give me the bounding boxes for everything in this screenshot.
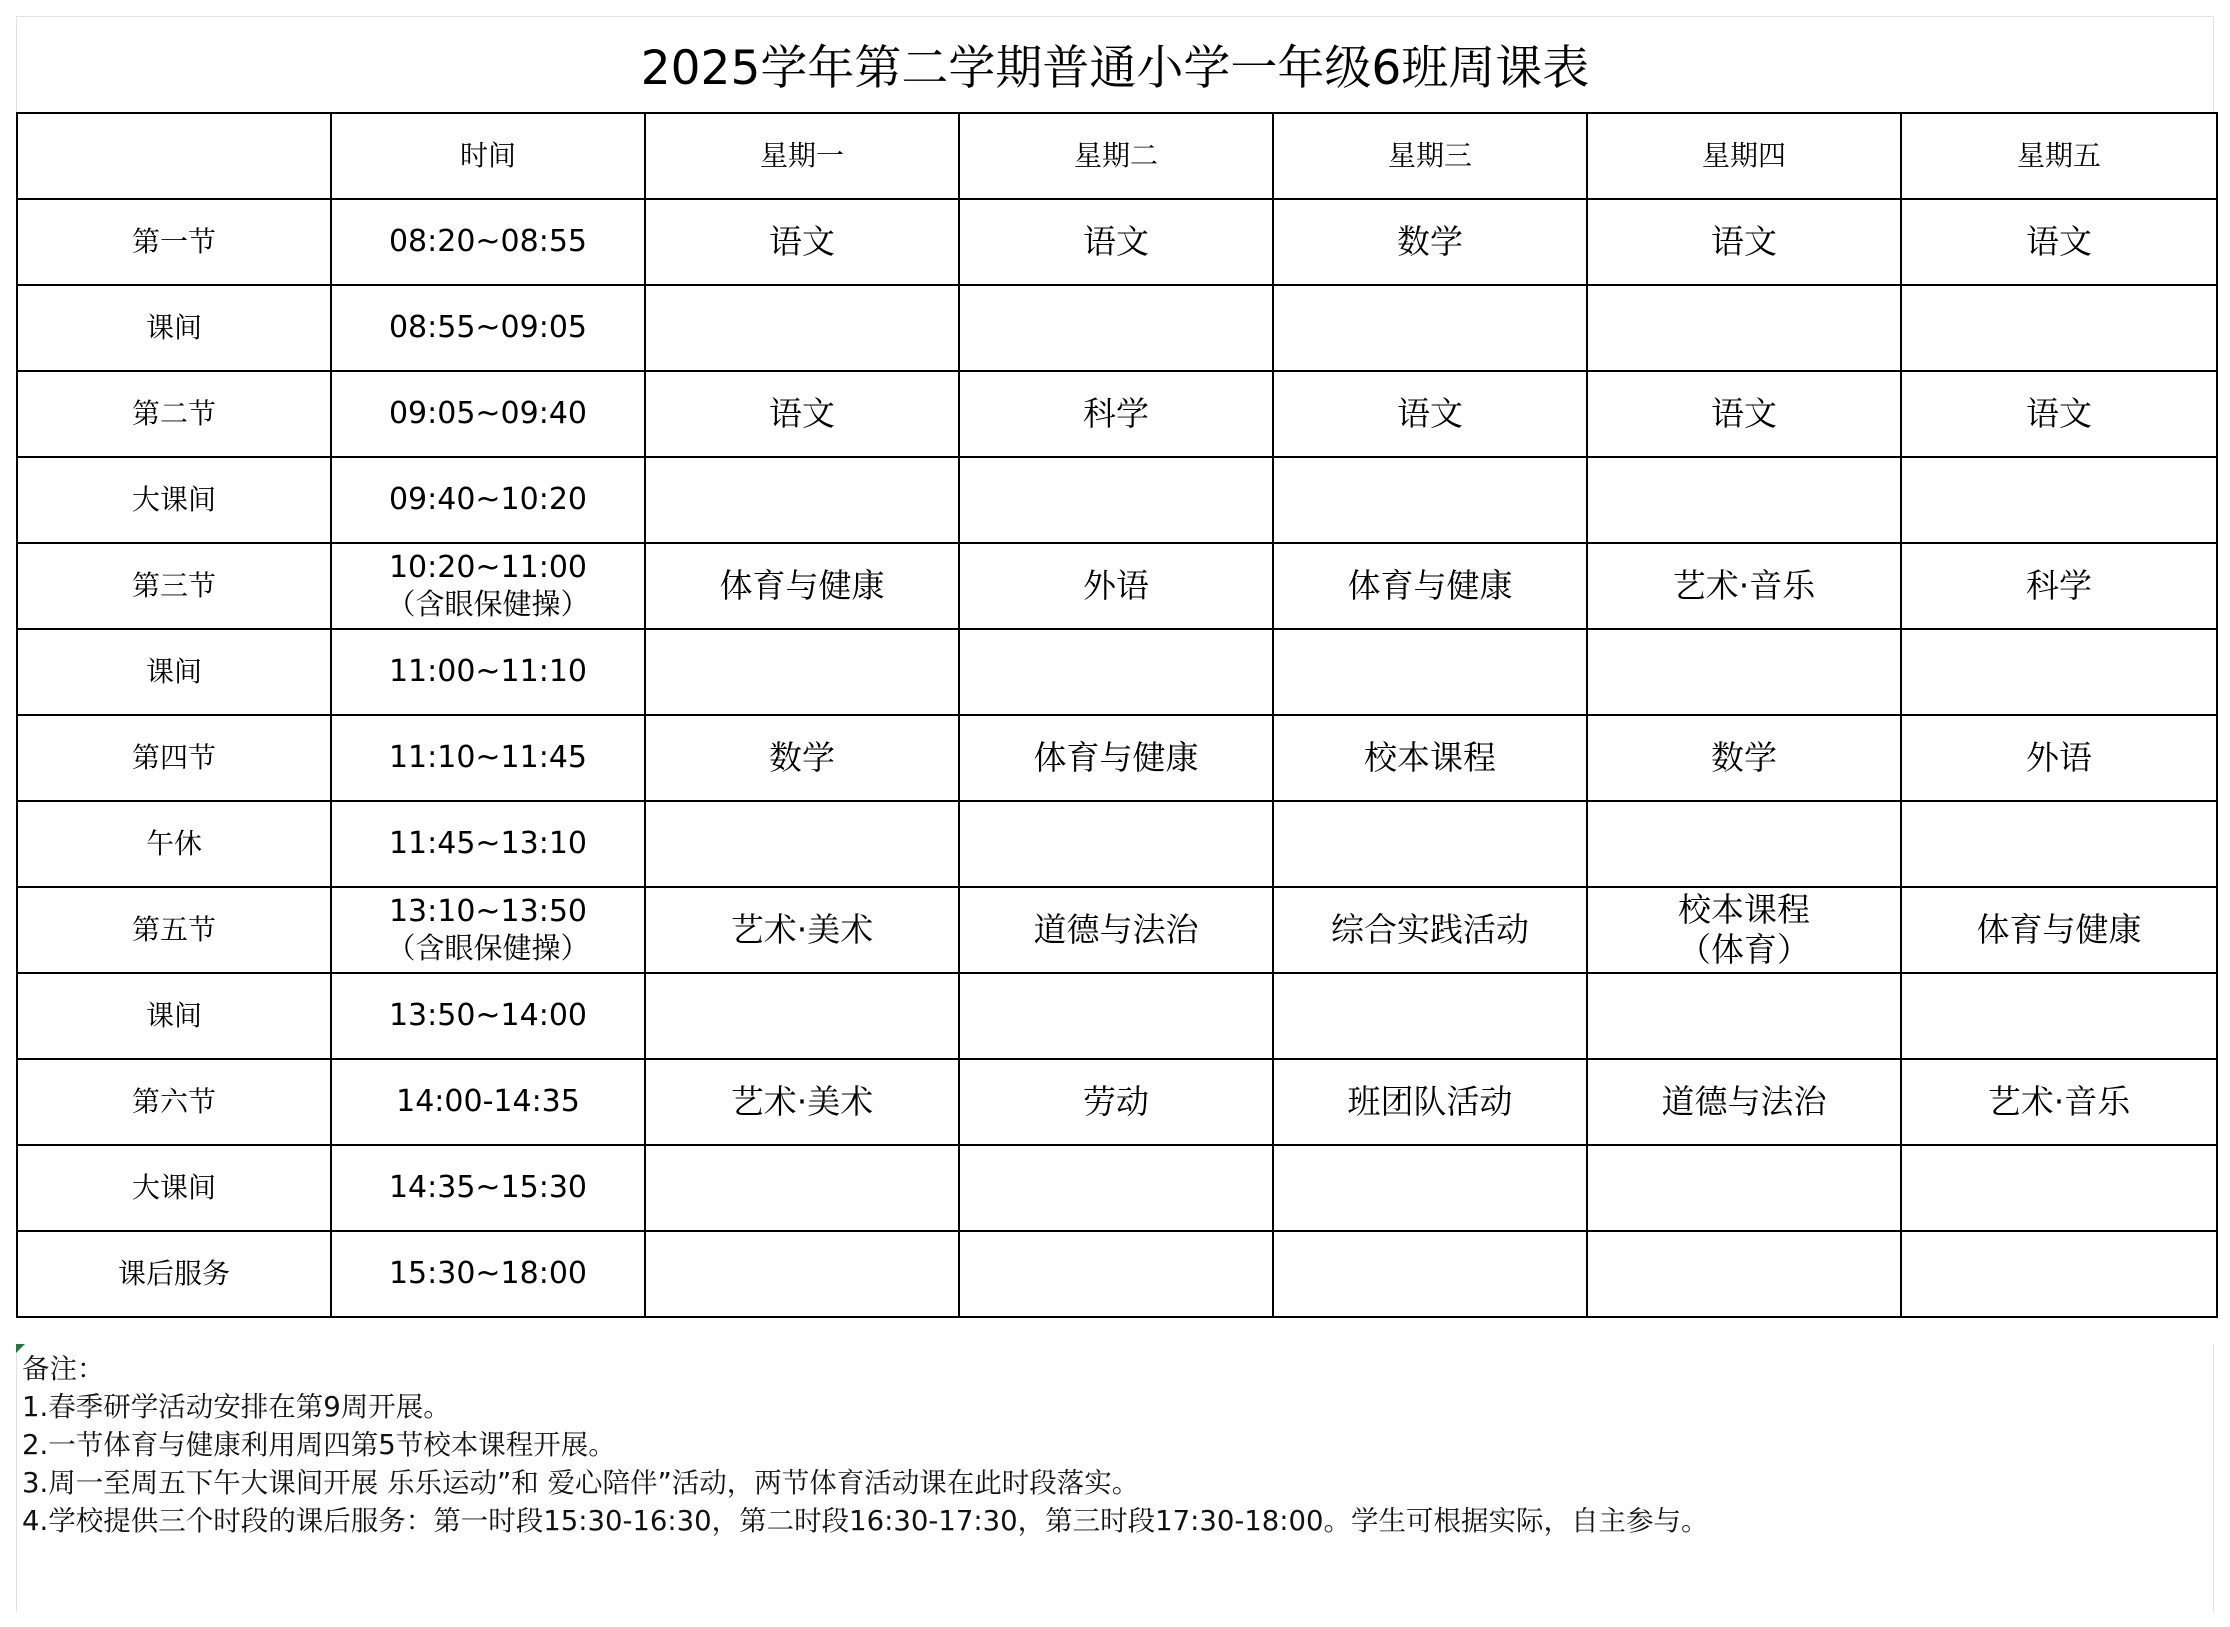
subject-name: 科学 bbox=[2026, 565, 2092, 605]
subject-cell-friday[interactable] bbox=[1901, 715, 2217, 801]
period-label[interactable]: 课后服务 bbox=[17, 1231, 331, 1317]
subject-cell-tuesday[interactable] bbox=[959, 457, 1273, 543]
header-tuesday[interactable]: 星期二 bbox=[959, 113, 1273, 199]
subject-cell-friday[interactable] bbox=[1901, 1145, 2217, 1231]
subject-cell-thursday[interactable] bbox=[1587, 715, 1901, 801]
time-range: 08:55~09:05 bbox=[388, 309, 588, 345]
subject-name: 道德与法治 bbox=[1033, 909, 1199, 949]
subject-cell-monday[interactable] bbox=[645, 371, 959, 457]
time-cell[interactable] bbox=[331, 1059, 645, 1145]
table-row bbox=[17, 457, 2217, 543]
subject-cell-thursday[interactable] bbox=[1587, 1059, 1901, 1145]
subject-name: 数学 bbox=[1711, 737, 1777, 777]
subject-name: 道德与法治 bbox=[1661, 1081, 1827, 1121]
table-row bbox=[17, 715, 2217, 801]
time-cell[interactable] bbox=[331, 629, 645, 715]
subject-cell-monday[interactable] bbox=[645, 629, 959, 715]
corner-cell[interactable] bbox=[17, 113, 331, 199]
subject-name: 语文 bbox=[769, 393, 835, 433]
subject-name: 艺术·美术 bbox=[730, 909, 874, 949]
table-row bbox=[17, 1231, 2217, 1317]
subject-cell-wednesday[interactable] bbox=[1273, 801, 1587, 887]
subject-cell-thursday[interactable] bbox=[1587, 371, 1901, 457]
subject-name: 艺术·音乐 bbox=[1987, 1081, 2131, 1121]
timetable bbox=[16, 112, 2218, 1318]
subject-cell-tuesday[interactable] bbox=[959, 371, 1273, 457]
subject-cell-friday[interactable] bbox=[1901, 629, 2217, 715]
header-time[interactable]: 时间 bbox=[331, 113, 645, 199]
table-row bbox=[17, 1059, 2217, 1145]
period-label[interactable]: 午休 bbox=[17, 801, 331, 887]
period-label[interactable]: 课间 bbox=[17, 285, 331, 371]
table-row bbox=[17, 543, 2217, 629]
period-label[interactable]: 课间 bbox=[17, 973, 331, 1059]
period-label[interactable]: 第五节 bbox=[17, 887, 331, 973]
note-item: 3.周一至周五下午大课间开展 乐乐运动”和 爱心陪伴”活动，两节体育活动课在此时段落实。 bbox=[22, 1467, 1140, 1499]
time-cell[interactable] bbox=[331, 1231, 645, 1317]
subject-name: 语文 bbox=[2026, 393, 2092, 433]
time-range: 13:10~13:50 bbox=[388, 894, 588, 930]
time-range: 11:00~11:10 bbox=[388, 653, 588, 689]
time-range: 09:05~09:40 bbox=[388, 395, 588, 431]
time-range: 14:35~15:30 bbox=[388, 1169, 588, 1205]
subject-cell-tuesday[interactable] bbox=[959, 973, 1273, 1059]
title-cell[interactable] bbox=[16, 16, 2214, 112]
subject-name: 校本课程 bbox=[1364, 737, 1496, 777]
page-title: 2025学年第二学期普通小学一年级6班周课表 bbox=[640, 41, 1590, 96]
subject-cell-thursday[interactable] bbox=[1587, 629, 1901, 715]
subject-cell-wednesday[interactable] bbox=[1273, 1059, 1587, 1145]
time-cell[interactable] bbox=[331, 715, 645, 801]
time-range: 15:30~18:00 bbox=[388, 1255, 588, 1291]
subject-cell-tuesday[interactable] bbox=[959, 629, 1273, 715]
subject-cell-friday[interactable] bbox=[1901, 887, 2217, 973]
subject-name: 体育与健康 bbox=[1033, 737, 1199, 777]
subject-cell-thursday[interactable] bbox=[1587, 973, 1901, 1059]
subject-cell-friday[interactable] bbox=[1901, 199, 2217, 285]
subject-cell-wednesday[interactable] bbox=[1273, 629, 1587, 715]
subject-cell-monday[interactable] bbox=[645, 285, 959, 371]
subject-cell-thursday[interactable] bbox=[1587, 887, 1901, 973]
note-item: 1.春季研学活动安排在第9周开展。 bbox=[22, 1391, 451, 1423]
header-wednesday[interactable]: 星期三 bbox=[1273, 113, 1587, 199]
period-label[interactable]: 大课间 bbox=[17, 457, 331, 543]
subject-cell-friday[interactable] bbox=[1901, 285, 2217, 371]
subject-name: 语文 bbox=[1083, 221, 1149, 261]
time-range: 10:20~11:00 bbox=[388, 550, 588, 586]
subject-cell-wednesday[interactable] bbox=[1273, 543, 1587, 629]
subject-name: 科学 bbox=[1083, 393, 1149, 433]
time-cell[interactable] bbox=[331, 973, 645, 1059]
time-cell[interactable] bbox=[331, 457, 645, 543]
subject-cell-monday[interactable] bbox=[645, 1059, 959, 1145]
subject-cell-tuesday[interactable] bbox=[959, 199, 1273, 285]
notes-heading: 备注： bbox=[22, 1353, 105, 1385]
subject-cell-thursday[interactable] bbox=[1587, 801, 1901, 887]
subject-cell-monday[interactable] bbox=[645, 543, 959, 629]
time-range: 09:40~10:20 bbox=[388, 481, 588, 517]
subject-cell-monday[interactable] bbox=[645, 801, 959, 887]
subject-cell-monday[interactable] bbox=[645, 887, 959, 973]
subject-cell-friday[interactable] bbox=[1901, 543, 2217, 629]
time-cell[interactable] bbox=[331, 887, 645, 973]
header-monday[interactable]: 星期一 bbox=[645, 113, 959, 199]
subject-cell-tuesday[interactable] bbox=[959, 543, 1273, 629]
subject-cell-wednesday[interactable] bbox=[1273, 285, 1587, 371]
subject-cell-friday[interactable] bbox=[1901, 457, 2217, 543]
notes-cell[interactable] bbox=[16, 1344, 2214, 1612]
period-label[interactable]: 第四节 bbox=[17, 715, 331, 801]
table-row bbox=[17, 973, 2217, 1059]
subject-name: 语文 bbox=[1397, 393, 1463, 433]
subject-cell-monday[interactable] bbox=[645, 1231, 959, 1317]
note-item: 2.一节体育与健康利用周四第5节校本课程开展。 bbox=[22, 1429, 616, 1461]
subject-name: 语文 bbox=[1711, 221, 1777, 261]
subject-cell-tuesday[interactable] bbox=[959, 801, 1273, 887]
time-range: 08:20~08:55 bbox=[388, 223, 588, 259]
time-range: 11:10~11:45 bbox=[388, 739, 588, 775]
time-cell[interactable] bbox=[331, 285, 645, 371]
table-row bbox=[17, 629, 2217, 715]
subject-note: （体育） bbox=[1678, 930, 1810, 969]
subject-name: 班团队活动 bbox=[1347, 1081, 1513, 1121]
header-friday[interactable]: 星期五 bbox=[1901, 113, 2217, 199]
table-row bbox=[17, 887, 2217, 973]
time-note: （含眼保健操） bbox=[386, 586, 590, 621]
time-cell[interactable] bbox=[331, 371, 645, 457]
subject-cell-wednesday[interactable] bbox=[1273, 1145, 1587, 1231]
subject-cell-monday[interactable] bbox=[645, 973, 959, 1059]
period-label[interactable]: 第六节 bbox=[17, 1059, 331, 1145]
subject-cell-tuesday[interactable] bbox=[959, 285, 1273, 371]
subject-cell-wednesday[interactable] bbox=[1273, 457, 1587, 543]
subject-cell-tuesday[interactable] bbox=[959, 715, 1273, 801]
subject-cell-wednesday[interactable] bbox=[1273, 1231, 1587, 1317]
table-row bbox=[17, 199, 2217, 285]
time-range: 14:00-14:35 bbox=[396, 1083, 580, 1119]
table-row bbox=[17, 285, 2217, 371]
subject-name: 艺术·音乐 bbox=[1672, 565, 1816, 605]
subject-cell-friday[interactable] bbox=[1901, 371, 2217, 457]
subject-name: 外语 bbox=[2026, 737, 2092, 777]
subject-name: 语文 bbox=[2026, 221, 2092, 261]
period-label[interactable]: 第一节 bbox=[17, 199, 331, 285]
spreadsheet bbox=[16, 16, 2216, 1612]
subject-name: 体育与健康 bbox=[1976, 909, 2142, 949]
period-label[interactable]: 大课间 bbox=[17, 1145, 331, 1231]
subject-cell-monday[interactable] bbox=[645, 1145, 959, 1231]
period-label[interactable]: 第三节 bbox=[17, 543, 331, 629]
comment-marker-icon bbox=[16, 1344, 25, 1353]
subject-cell-monday[interactable] bbox=[645, 199, 959, 285]
header-row bbox=[17, 113, 2217, 199]
subject-name: 外语 bbox=[1083, 565, 1149, 605]
subject-cell-friday[interactable] bbox=[1901, 1059, 2217, 1145]
subject-cell-friday[interactable] bbox=[1901, 1231, 2217, 1317]
time-cell[interactable] bbox=[331, 199, 645, 285]
subject-name: 数学 bbox=[1397, 221, 1463, 261]
subject-cell-monday[interactable] bbox=[645, 457, 959, 543]
subject-cell-thursday[interactable] bbox=[1587, 543, 1901, 629]
subject-cell-thursday[interactable] bbox=[1587, 1231, 1901, 1317]
time-range: 11:45~13:10 bbox=[388, 825, 588, 861]
subject-cell-tuesday[interactable] bbox=[959, 1231, 1273, 1317]
subject-cell-wednesday[interactable] bbox=[1273, 199, 1587, 285]
note-item: 4.学校提供三个时段的课后服务：第一时段15:30-16:30，第二时段16:30-17:30，第三时段17:30-18:00。学生可根据实际，自主参与。 bbox=[22, 1505, 1709, 1537]
subject-cell-wednesday[interactable] bbox=[1273, 715, 1587, 801]
subject-cell-thursday[interactable] bbox=[1587, 285, 1901, 371]
subject-cell-wednesday[interactable] bbox=[1273, 973, 1587, 1059]
time-cell[interactable] bbox=[331, 801, 645, 887]
subject-cell-thursday[interactable] bbox=[1587, 1145, 1901, 1231]
time-range: 13:50~14:00 bbox=[388, 997, 588, 1033]
subject-cell-monday[interactable] bbox=[645, 715, 959, 801]
subject-name: 语文 bbox=[769, 221, 835, 261]
table-row bbox=[17, 801, 2217, 887]
subject-name: 劳动 bbox=[1083, 1081, 1149, 1121]
subject-cell-wednesday[interactable] bbox=[1273, 371, 1587, 457]
subject-cell-friday[interactable] bbox=[1901, 801, 2217, 887]
table-row bbox=[17, 371, 2217, 457]
subject-name: 体育与健康 bbox=[719, 565, 885, 605]
header-thursday[interactable]: 星期四 bbox=[1587, 113, 1901, 199]
period-label[interactable]: 课间 bbox=[17, 629, 331, 715]
time-note: （含眼保健操） bbox=[386, 930, 590, 965]
period-label[interactable]: 第二节 bbox=[17, 371, 331, 457]
subject-cell-wednesday[interactable] bbox=[1273, 887, 1587, 973]
subject-cell-friday[interactable] bbox=[1901, 973, 2217, 1059]
subject-cell-tuesday[interactable] bbox=[959, 1059, 1273, 1145]
subject-cell-thursday[interactable] bbox=[1587, 199, 1901, 285]
time-cell[interactable] bbox=[331, 543, 645, 629]
subject-name: 校本课程 bbox=[1678, 889, 1810, 929]
subject-cell-tuesday[interactable] bbox=[959, 1145, 1273, 1231]
subject-name: 体育与健康 bbox=[1347, 565, 1513, 605]
subject-name: 数学 bbox=[769, 737, 835, 777]
subject-cell-tuesday[interactable] bbox=[959, 887, 1273, 973]
time-cell[interactable] bbox=[331, 1145, 645, 1231]
subject-name: 综合实践活动 bbox=[1331, 909, 1529, 949]
subject-cell-thursday[interactable] bbox=[1587, 457, 1901, 543]
subject-name: 语文 bbox=[1711, 393, 1777, 433]
subject-name: 艺术·美术 bbox=[730, 1081, 874, 1121]
table-row bbox=[17, 1145, 2217, 1231]
